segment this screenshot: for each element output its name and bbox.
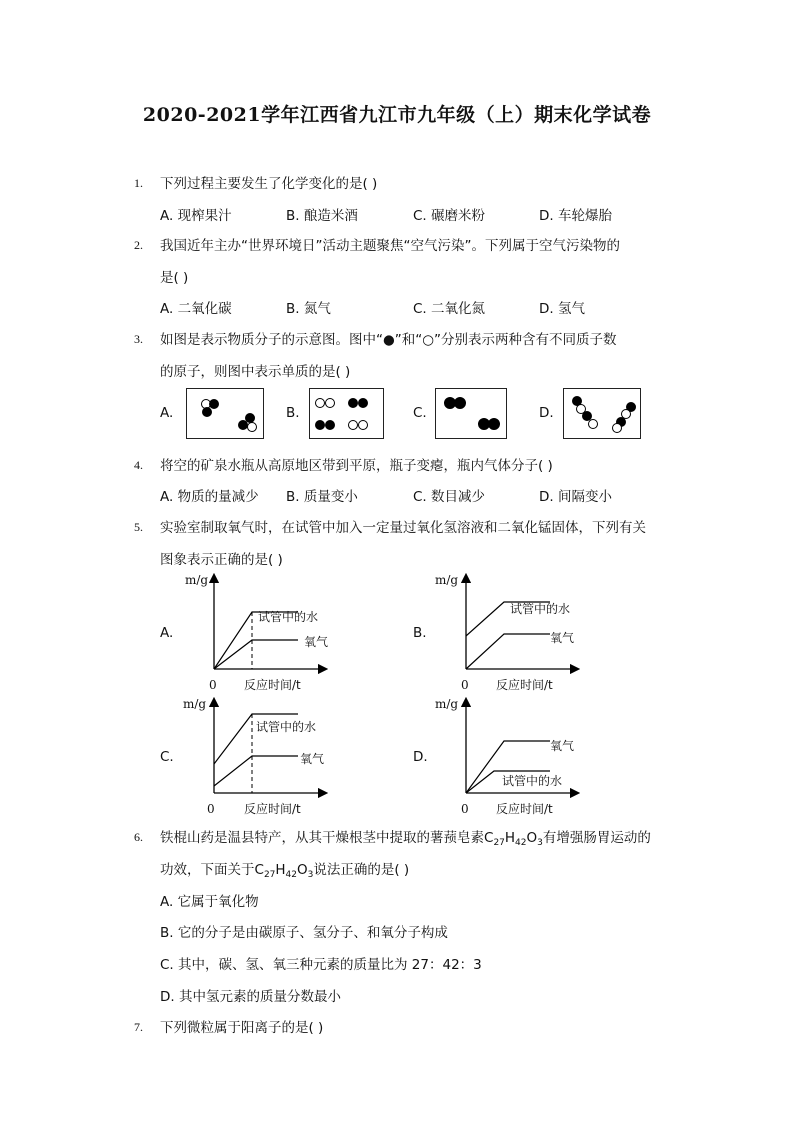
- q3-option-c-label[interactable]: C.: [413, 405, 427, 421]
- q6-stem-line2: [160, 858, 409, 880]
- q5-option-c-graph[interactable]: [180, 696, 410, 816]
- origin-label: 0: [461, 678, 469, 692]
- q5-stem-line2: 图象表示正确的是( ): [160, 552, 283, 568]
- q3-option-a-label[interactable]: A.: [160, 405, 174, 421]
- white-atom: [588, 419, 598, 429]
- q2-option-c[interactable]: C. 二氧化氮: [413, 301, 486, 317]
- exam-title: 2020-2021学年江西省九江市九年级（上）期末化学试卷: [142, 104, 652, 126]
- x-axis-label: 反应时间/t: [244, 802, 301, 816]
- q3-option-b-diagram[interactable]: [309, 388, 384, 439]
- q5-option-a-label[interactable]: A.: [160, 625, 174, 641]
- subscript: 3: [307, 870, 314, 880]
- formula-element: O: [526, 830, 538, 846]
- black-atom: [358, 398, 368, 408]
- white-atom: [247, 422, 257, 432]
- q6-text: 说法正确的是( ): [313, 862, 410, 878]
- subscript: 3: [537, 838, 543, 848]
- black-atom: [202, 407, 212, 417]
- q3-number: 3.: [134, 332, 143, 346]
- white-atom: [325, 398, 335, 408]
- q1-stem: 下列过程主要发生了化学变化的是( ): [160, 176, 378, 192]
- q2-option-b[interactable]: B. 氮气: [286, 301, 331, 317]
- q6-text: 铁棍山药是温县特产，从其干燥根茎中提取的薯蓣皂素C: [160, 830, 494, 846]
- q7-stem: 下列微粒属于阳离子的是( ): [160, 1020, 324, 1036]
- q2-number: 2.: [134, 238, 143, 252]
- water-label: 试管中的水: [256, 720, 317, 734]
- q3-option-b-label[interactable]: B.: [286, 405, 300, 421]
- q4-number: 4.: [134, 458, 143, 472]
- y-axis-label: m/g: [185, 573, 209, 587]
- q6-stem-line1: [160, 826, 651, 848]
- q5-number: 5.: [134, 520, 143, 534]
- y-axis-label: m/g: [183, 697, 207, 711]
- oxygen-label: 氧气: [550, 739, 575, 753]
- subscript: 27: [263, 870, 276, 880]
- q1-option-a[interactable]: A. 现榨果汁: [160, 208, 232, 224]
- oxygen-label: 氧气: [300, 752, 325, 766]
- q4-stem: 将空的矿泉水瓶从高原地区带到平原，瓶子变瘪，瓶内气体分子( ): [160, 458, 553, 474]
- white-atom: [612, 423, 622, 433]
- subscript: 42: [285, 870, 297, 880]
- q5-option-a-graph[interactable]: [180, 572, 410, 692]
- origin-label: 0: [209, 678, 217, 692]
- q5-option-b-graph[interactable]: [432, 572, 662, 692]
- q2-stem-line2: 是( ): [160, 270, 189, 286]
- water-label: 试管中的水: [510, 602, 571, 616]
- oxygen-label: 氧气: [304, 635, 329, 649]
- q5-stem-line1: 实验室制取氧气时，在试管中加入一定量过氧化氢溶液和二氧化锰固体，下列有关: [160, 520, 646, 536]
- formula-element: H: [504, 830, 516, 846]
- subscript: 42: [515, 838, 527, 848]
- water-label: 试管中的水: [258, 610, 319, 624]
- q7-number: 7.: [134, 1020, 143, 1034]
- q3-option-d-label[interactable]: D.: [539, 405, 554, 421]
- q4-option-d[interactable]: D. 间隔变小: [539, 489, 612, 505]
- oxygen-curve: [466, 634, 550, 669]
- q2-option-d[interactable]: D. 氢气: [539, 301, 585, 317]
- q3-option-d-diagram[interactable]: [563, 388, 641, 439]
- white-atom: [358, 420, 368, 430]
- black-atom: [325, 420, 335, 430]
- q6-option-b[interactable]: B. 它的分子是由碳原子、氢分子、和氧分子构成: [160, 925, 448, 941]
- q3-stem-line1: 如图是表示物质分子的示意图。图中“●”和“○”分别表示两种含有不同质子数: [160, 332, 617, 348]
- oxygen-curve: [214, 640, 298, 669]
- q6-number: 6.: [134, 830, 143, 844]
- q5-option-b-label[interactable]: B.: [413, 625, 427, 641]
- q1-option-b[interactable]: B. 酿造米酒: [286, 208, 358, 224]
- q6-text: 功效，下面关于C: [160, 862, 264, 878]
- q6-text: 有增强肠胃运动的: [542, 830, 651, 846]
- q4-option-b[interactable]: B. 质量变小: [286, 489, 358, 505]
- q3-option-c-diagram[interactable]: [435, 388, 507, 439]
- black-atom: [488, 418, 500, 430]
- white-atom: [315, 398, 325, 408]
- origin-label: 0: [461, 802, 469, 816]
- q3-option-a-diagram[interactable]: [186, 388, 264, 439]
- oxygen-label: 氧气: [550, 631, 575, 645]
- subscript: 27: [493, 838, 505, 848]
- q3-stem-line2: 的原子，则图中表示单质的是( ): [160, 364, 351, 380]
- q2-option-a[interactable]: A. 二氧化碳: [160, 301, 232, 317]
- y-axis-label: m/g: [435, 573, 459, 587]
- q2-stem-line1: 我国近年主办“世界环境日”活动主题聚焦“空气污染”。下列属于空气污染物的: [160, 238, 620, 254]
- q6-option-c[interactable]: C. 其中，碳、氢、氧三种元素的质量比为 27：42：3: [160, 957, 482, 973]
- q1-option-c[interactable]: C. 碾磨米粉: [413, 208, 486, 224]
- y-axis-label: m/g: [435, 697, 459, 711]
- formula-element: H: [275, 862, 286, 878]
- oxygen-curve: [214, 756, 298, 786]
- q6-option-a[interactable]: A. 它属于氧化物: [160, 894, 259, 910]
- x-axis-label: 反应时间/t: [496, 802, 553, 816]
- origin-label: 0: [207, 802, 215, 816]
- x-axis-label: 反应时间/t: [496, 678, 553, 692]
- white-atom: [348, 420, 358, 430]
- q1-option-d[interactable]: D. 车轮爆胎: [539, 208, 612, 224]
- q5-option-c-label[interactable]: C.: [160, 749, 174, 765]
- water-label: 试管中的水: [502, 774, 563, 788]
- q5-option-d-label[interactable]: D.: [413, 749, 428, 765]
- q4-option-c[interactable]: C. 数目减少: [413, 489, 486, 505]
- q5-option-d-graph[interactable]: [432, 696, 662, 816]
- black-atom: [315, 420, 325, 430]
- formula-element: O: [297, 862, 308, 878]
- q6-option-d[interactable]: D. 其中氢元素的质量分数最小: [160, 989, 341, 1005]
- q4-option-a[interactable]: A. 物质的量减少: [160, 489, 259, 505]
- black-atom: [454, 397, 466, 409]
- q1-number: 1.: [134, 176, 143, 190]
- x-axis-label: 反应时间/t: [244, 678, 301, 692]
- black-atom: [348, 398, 358, 408]
